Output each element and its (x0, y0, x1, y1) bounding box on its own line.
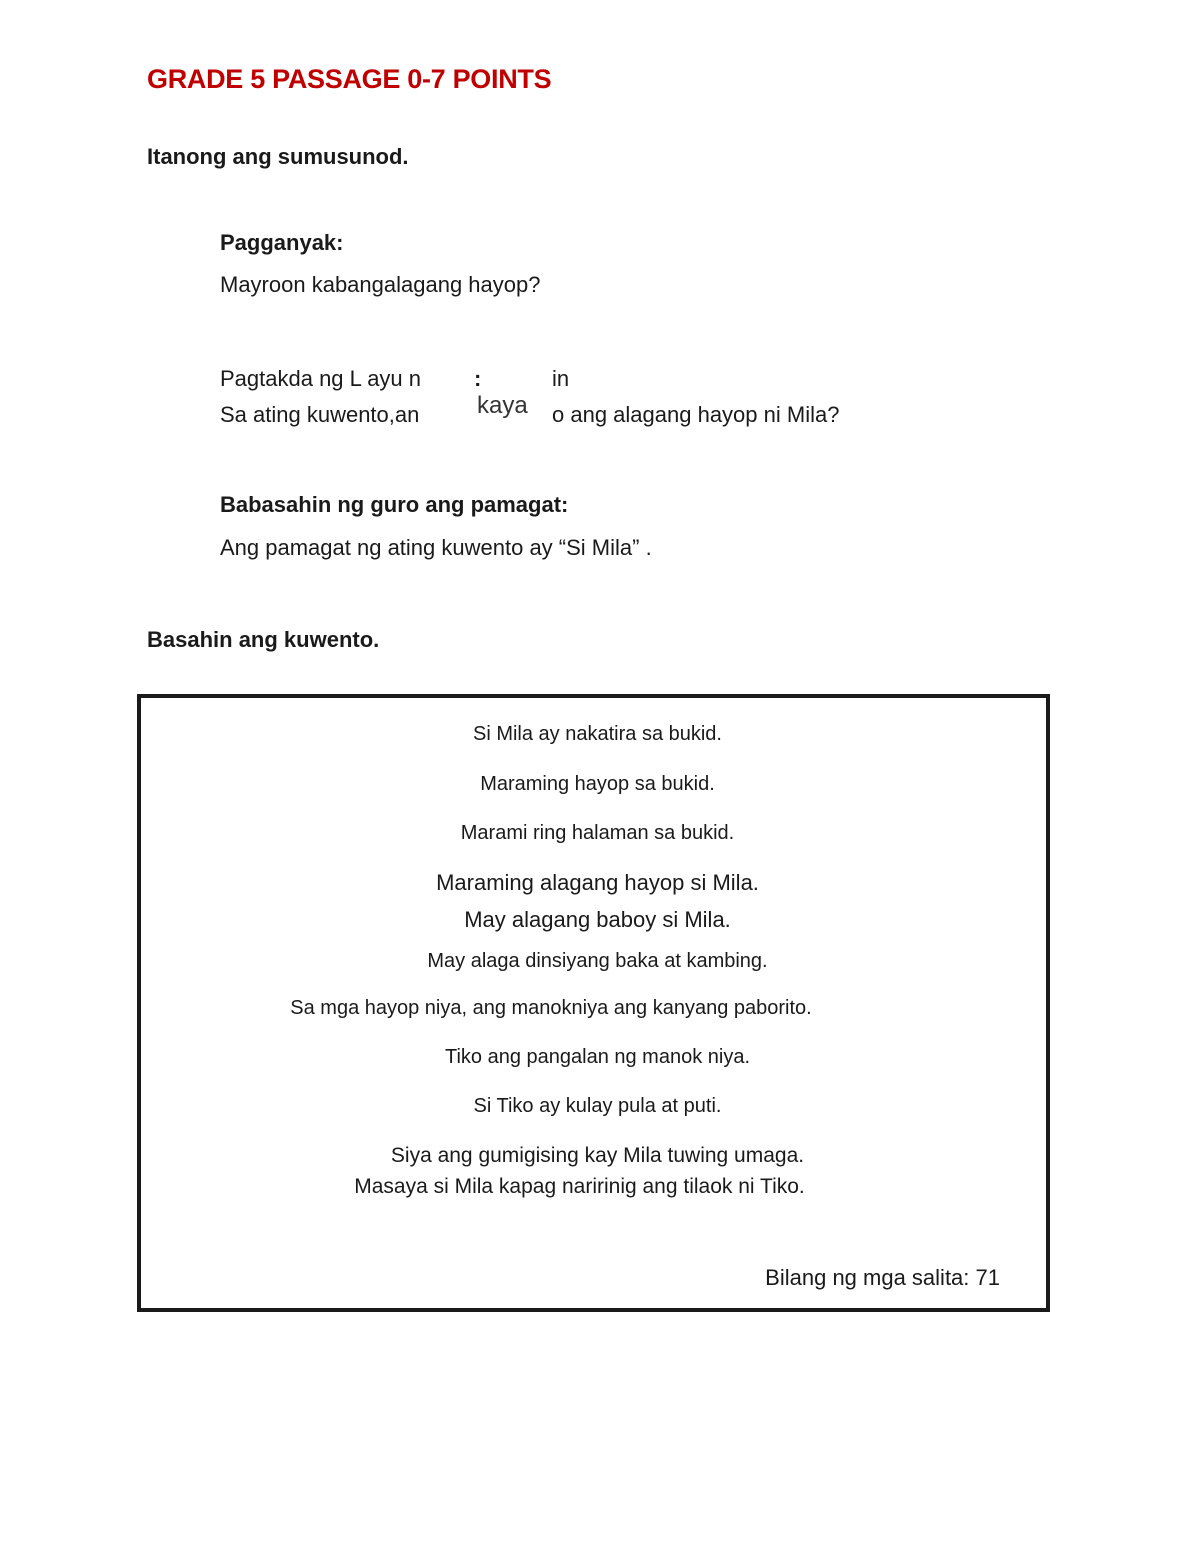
ask-following-heading: Itanong ang sumusunod. (147, 144, 409, 169)
motivation-question: Mayroon kabangalagang hayop? (220, 272, 541, 297)
purpose-line2-a: Sa ating kuwento,an (220, 402, 420, 427)
word-count: Bilang ng mga salita: 71 (765, 1265, 1000, 1290)
story-line-8: Tiko ang pangalan ng manok niya. (444, 1046, 751, 1068)
motivation-label: Pagganyak: (220, 230, 344, 255)
story-line-11: Masaya si Mila kapag naririnig ang tilaok ni Tiko. (354, 1175, 805, 1198)
purpose-line1-b: in (552, 366, 570, 391)
story-line-2: Maraming hayop sa bukid. (480, 773, 715, 795)
read-story-heading: Basahin ang kuwento. (147, 627, 380, 652)
story-line-6: May alaga dinsiyang baka at kambing. (427, 950, 768, 972)
story-line-3: Marami ring halaman sa bukid. (460, 822, 735, 844)
story-box (137, 694, 1050, 1312)
story-line-4: Maraming alagang hayop si Mila. (436, 870, 759, 895)
purpose-line1-a: Pagtakda ng L ayu n (220, 366, 422, 391)
page-title: GRADE 5 PASSAGE 0-7 POINTS (147, 64, 552, 94)
title-statement: Ang pamagat ng ating kuwento ay “Si Mila” . (220, 535, 652, 560)
teacher-reads-label: Babasahin ng guro ang pamagat: (220, 492, 569, 517)
purpose-line2-b: o ang alagang hayop ni Mila? (552, 402, 840, 427)
story-line-5: May alagang baboy si Mila. (464, 907, 731, 932)
story-line-7: Sa mga hayop niya, ang manokniya ang kanyang paborito. (290, 997, 812, 1019)
story-line-1: Si Mila ay nakatira sa bukid. (472, 723, 722, 745)
purpose-kaya: kaya (477, 392, 528, 419)
story-line-10: Siya ang gumigising kay Mila tuwing umaga. (390, 1144, 805, 1167)
story-line-9: Si Tiko ay kulay pula at puti. (473, 1095, 722, 1117)
purpose-colon: : (474, 366, 482, 391)
